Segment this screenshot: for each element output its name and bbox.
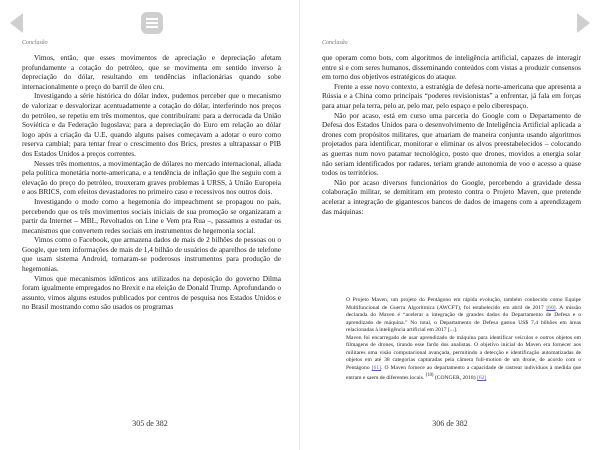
quote-text: . O Maven fornece ao departamento a capacidade de rastrear indivíduos à medida que entram e saem de diferentes locais. (346, 364, 581, 381)
paragraph: Nesses três momentos, a movimentação de dólares no mercado internacional, aliada pela política monetária norte-americana, e a tendência de inflação que lhe seguiu com a elevação do preço do petróleo, trouxeram graves problemas à URSS, à União Europeia e aos BRICS, com efeitos devastadores no primeiro caso e recessivos nos outros dois. (22, 158, 281, 197)
footnote-link[interactable]: [61] (371, 364, 381, 371)
paragraph: Investigando o modo como a hegemonia do impeachment se propagou no país, percebendo que os três movimentos sociais iniciais de sua promoção se organizaram a partir da Internet – MBL, Revoltados on Line e Vem pra Rua –, passamos a estudar os mecanismos que convertem redes sociais em instrumentos de hegemonia social. (22, 196, 281, 235)
paragraph: Vimos, então, que esses movimentos de apreciação e depreciação afetam profundamente a cotação do petróleo, que se movimenta em sentido inverso à depreciação do dólar, resultando em tendências inflacionárias quando sobe internacionalmente o preço do barril de óleo cru. (22, 53, 281, 91)
paragraph: Frente a esse novo contexto, a estratégia de defesa norte-americana que apresenta a Rússia e a China como principais “poderes revisionistas” a enfrentar, já fala em forças para atuar pela terra, pelo ar, pelo mar, pelo espaço e pelo ciberespaço. (322, 81, 581, 110)
page-number: 306 de 382 (432, 419, 468, 428)
paragraph: Investigando a série histórica do dólar index, pudemos perceber que o mecanismo de valorizar e desvalorizar acentuadamente a cotação do dólar, interferindo nos preços do petróleo, se repetiu em três momentos, que contribuíram: para a derrocada da União Soviética e da Federação Iugoslava; para a depreciação do Euro em relação ao dólar logo após a criação da U.E, quando alguns países começavam a adotar o euro como reserva cambial; para tentar frear o crescimento dos Brics, prestes a ultrapassar o PIB dos Estados Unidos a preços correntes. (22, 91, 281, 158)
running-header: Conclusão (22, 40, 48, 46)
running-header: Conclusão (322, 40, 348, 46)
citation: (CONGER, 2018) (433, 374, 476, 381)
chevron-right-icon[interactable] (577, 13, 590, 33)
paragraph: Vimos que mecanismos idênticos aos utilizados na deposição do governo Dilma foram igualmente empregados no Brexit e na eleição de Donald Trump. Aprofundando o assunto, vimos alguns estudos publicados por centros de pesquisa nos Estados Unidos e no Brasil mostrando como são usados os programas (22, 273, 281, 312)
footnote-marker: (10) (425, 373, 434, 378)
page-body (22, 53, 281, 312)
menu-icon[interactable] (141, 12, 163, 34)
right-page (300, 0, 600, 450)
footnote-link[interactable]: [62] (476, 374, 487, 381)
quote-text: . A missão declarada do Maven é “acelerar a integração de grandes dados do Departamento de Defesa e o aprendizado de máquina.” No total, o Departamento de Defesa gastou US$ 7,4 bilhões em áreas relacionadas à inteligência artificial em 2017 [...]. (346, 304, 582, 333)
paragraph: Não por acaso diversos funcionários do Google, percebendo a gravidade dessa colaboração militar, se demitiram em protesto contra o Projeto Maven, que pretende acelerar a integração de gigantescos bancos de dados de imagens com a aprendizagem das máquinas: (322, 177, 581, 216)
paragraph: Vimos como o Facebook, que armazena dados de mais de 2 bilhões de pessoas ou o Google, que tem informações de mais de 1,4 bilhão de usuários de aparelhos de telefone que usam sistema Android, tornaram-se poderosos instrumentos para produção de hegemonias. (22, 235, 281, 274)
chevron-left-icon[interactable] (10, 13, 23, 33)
footnote-link[interactable]: [60] (546, 304, 556, 311)
quote-text: Maven foi encarregado de usar aprendizado de máquina para identificar veículos e outros objetos em filmagens de drones, tirando esse fardo dos analistas. O objetivo inicial do Maven era fornecer aos militares uma visão computacional avançada, permitindo a detecção e identificação automatizadas de objetos em até 38 categorias capturadas pela câmera full-motion de um drone, de acordo com o Pentágono (346, 334, 581, 371)
paragraph: que operam como bots, com algoritmos de inteligência artificial, capazes de interagir entre si e com seres humanos, disseminando conteúdos com vistas a produzir consensos em torno dos objetivos estratégicos do ataque. (322, 53, 581, 82)
quote-text: O Projeto Maven, um projeto do Pentágono em rápida evolução, também conhecido como Equipe Multifuncional de Guerra Algorítmica (AWCFT), foi estabelecido em abril de 2017 (346, 297, 581, 311)
page-body (322, 53, 581, 216)
paragraph: Não por acaso, está em curso uma parceria do Google com o Departamento de Defesa dos Estados Unidos para o desenvolvimento de Inteligência Artificial aplicada a drones com propósitos militares, que atuariam de maneira conjunta usando algoritmos projetados para identificar, monitorar e eliminar os alvos preestabelecidos – colocando as guerras num novo patamar tecnológico, posto que drones, movidos a energia solar não seriam identificados por radares, teriam grande autonomia de voo e acesso a quase todos os territórios. (322, 110, 581, 178)
block-quote (346, 297, 581, 382)
page-number: 305 de 382 (132, 419, 168, 428)
